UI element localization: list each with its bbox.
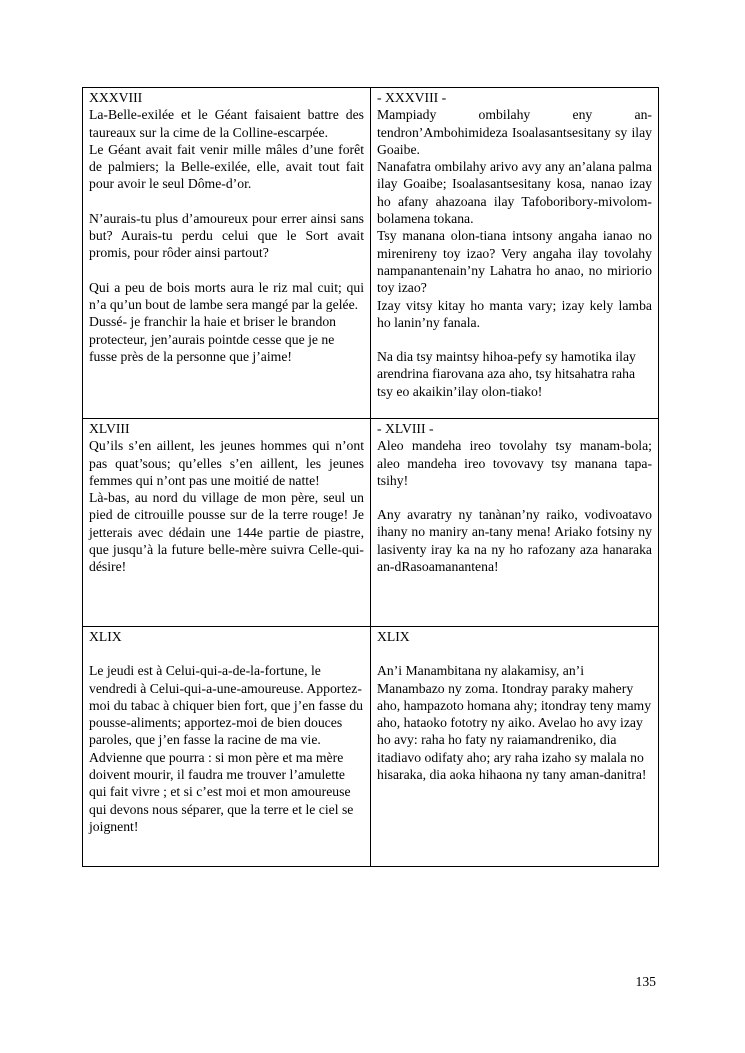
paragraph: La-Belle-exilée et le Géant faisaient battre des taureaux sur la cime de la Colline-escarpée. [89, 107, 364, 140]
malagasy-cell [371, 627, 659, 867]
paragraph: Mampiady ombilahy eny an-tendron’Ambohimideza Isoalasantsesitany sy ilay Goaibe. [377, 107, 652, 157]
french-cell [83, 627, 371, 867]
paragraph: Tsy manana olon-tiana intsony angaha ianao no mirenireny toy izao? Very angaha ilay tovolahy nampanantenain’ny Lahatra ho anao, no miriorio toy izao? [377, 228, 652, 296]
paragraph: Qu’ils s’en aillent, les jeunes hommes qui n’ont pas quat’sous; qu’elles s’en aillent, les jeunes femmes qui n’ont pas une moitié de natte! [89, 438, 364, 488]
paragraph: Aleo mandeha ireo tovolahy tsy manam-bola; aleo mandeha ireo tovovavy tsy manana tapa-tsihy! [377, 438, 652, 488]
french-cell [83, 88, 371, 419]
paragraph: Na dia tsy maintsy hihoa-pefy sy hamotika ilay arendrina fiarovana aza aho, tsy hitsahatra raha tsy eo akaikin’ilay olon-tiako! [377, 349, 636, 399]
malagasy-cell [371, 88, 659, 419]
paragraph: Izay vitsy kitay ho manta vary; izay kely lamba ho lanin’ny fanala. [377, 297, 652, 330]
bilingual-table [82, 87, 659, 867]
paragraph: An’i Manambitana ny alakamisy, an’i Manambazo ny zoma. Itondray paraky mahery aho, hampazoto homana ahy; itondray teny mamy aho, hataoko fototry ny aiko. Avelao ho avy izay ho avy: raha ho faty ny raiamandreniko, dia itadiavo odifaty aho; ary raha izaho sy malala no hisaraka, dia aoka hihaona ny tany aman-danitra! [377, 663, 652, 783]
paragraph: Qui a peu de bois morts aura le riz mal cuit; qui n’a qu’un bout de lambe sera mangé par la gelée. [89, 279, 364, 312]
paragraph: Nanafatra ombilahy arivo avy any an’alana palma ilay Goaibe; Isoalasantsesitany kosa, nanao izay ho afany ahazoana ilay Tafoboribory-mivolom-bolamena tokana. [377, 159, 652, 227]
table-row [83, 627, 659, 867]
section-heading: XLIX [89, 629, 122, 644]
paragraph: N’aurais-tu plus d’amoureux pour errer ainsi sans but? Aurais-tu perdu celui que le Sort avait promis, pour rôder ainsi partout? [89, 210, 364, 261]
section-heading: XLIX [377, 629, 410, 644]
table-row [83, 88, 659, 419]
section-heading: XLVIII [89, 421, 130, 436]
section-heading: - XXXVIII - [377, 90, 447, 105]
paragraph: Là-bas, au nord du village de mon père, seul un pied de citrouille pousse sur de la terre rouge! Je jetterais avec dédain une 144e partie de piastre, que jusqu’à la future belle-mère suivra Celle-qui-désire! [89, 490, 364, 575]
table-row [83, 419, 659, 627]
paragraph: Le jeudi est à Celui-qui-a-de-la-fortune, le vendredi à Celui-qui-a-une-amoureuse. Apportez-moi du tabac à chiquer bien fort, que j’en fasse du pousse-aliments; apportez-moi de bien douces paroles, que j’en fasse la racine de ma vie. Advienne que pourra : si mon père et ma mère doivent mourir, il faudra me trouver l’amulette qui fait vivre ; et si c’est moi et mon amoureuse qui devons nous séparer, que la terre et le ciel se joignent! [89, 663, 364, 834]
paragraph: Le Géant avait fait venir mille mâles d’une forêt de palmiers; la Belle-exilée, elle, avait tout fait pour avoir le seul Dôme-d’or. [89, 141, 364, 192]
paragraph: Dussé- je franchir la haie et briser le brandon protecteur, jen’aurais pointde cesse que je ne fusse près de la personne que j’aime! [89, 314, 337, 364]
french-cell [83, 419, 371, 627]
section-heading: - XLVIII - [377, 421, 434, 436]
section-heading: XXXVIII [89, 90, 143, 105]
paragraph: Any avaratry ny tanànan’ny raiko, vodivoatavo ihany no maniry an-tany mena! Ariako fotsiny ny lasiventy iray ka na ny ho rafozany aza hanaraka an-dRasoamanantena! [377, 507, 652, 575]
page-number: 135 [635, 974, 656, 989]
malagasy-cell [371, 419, 659, 627]
